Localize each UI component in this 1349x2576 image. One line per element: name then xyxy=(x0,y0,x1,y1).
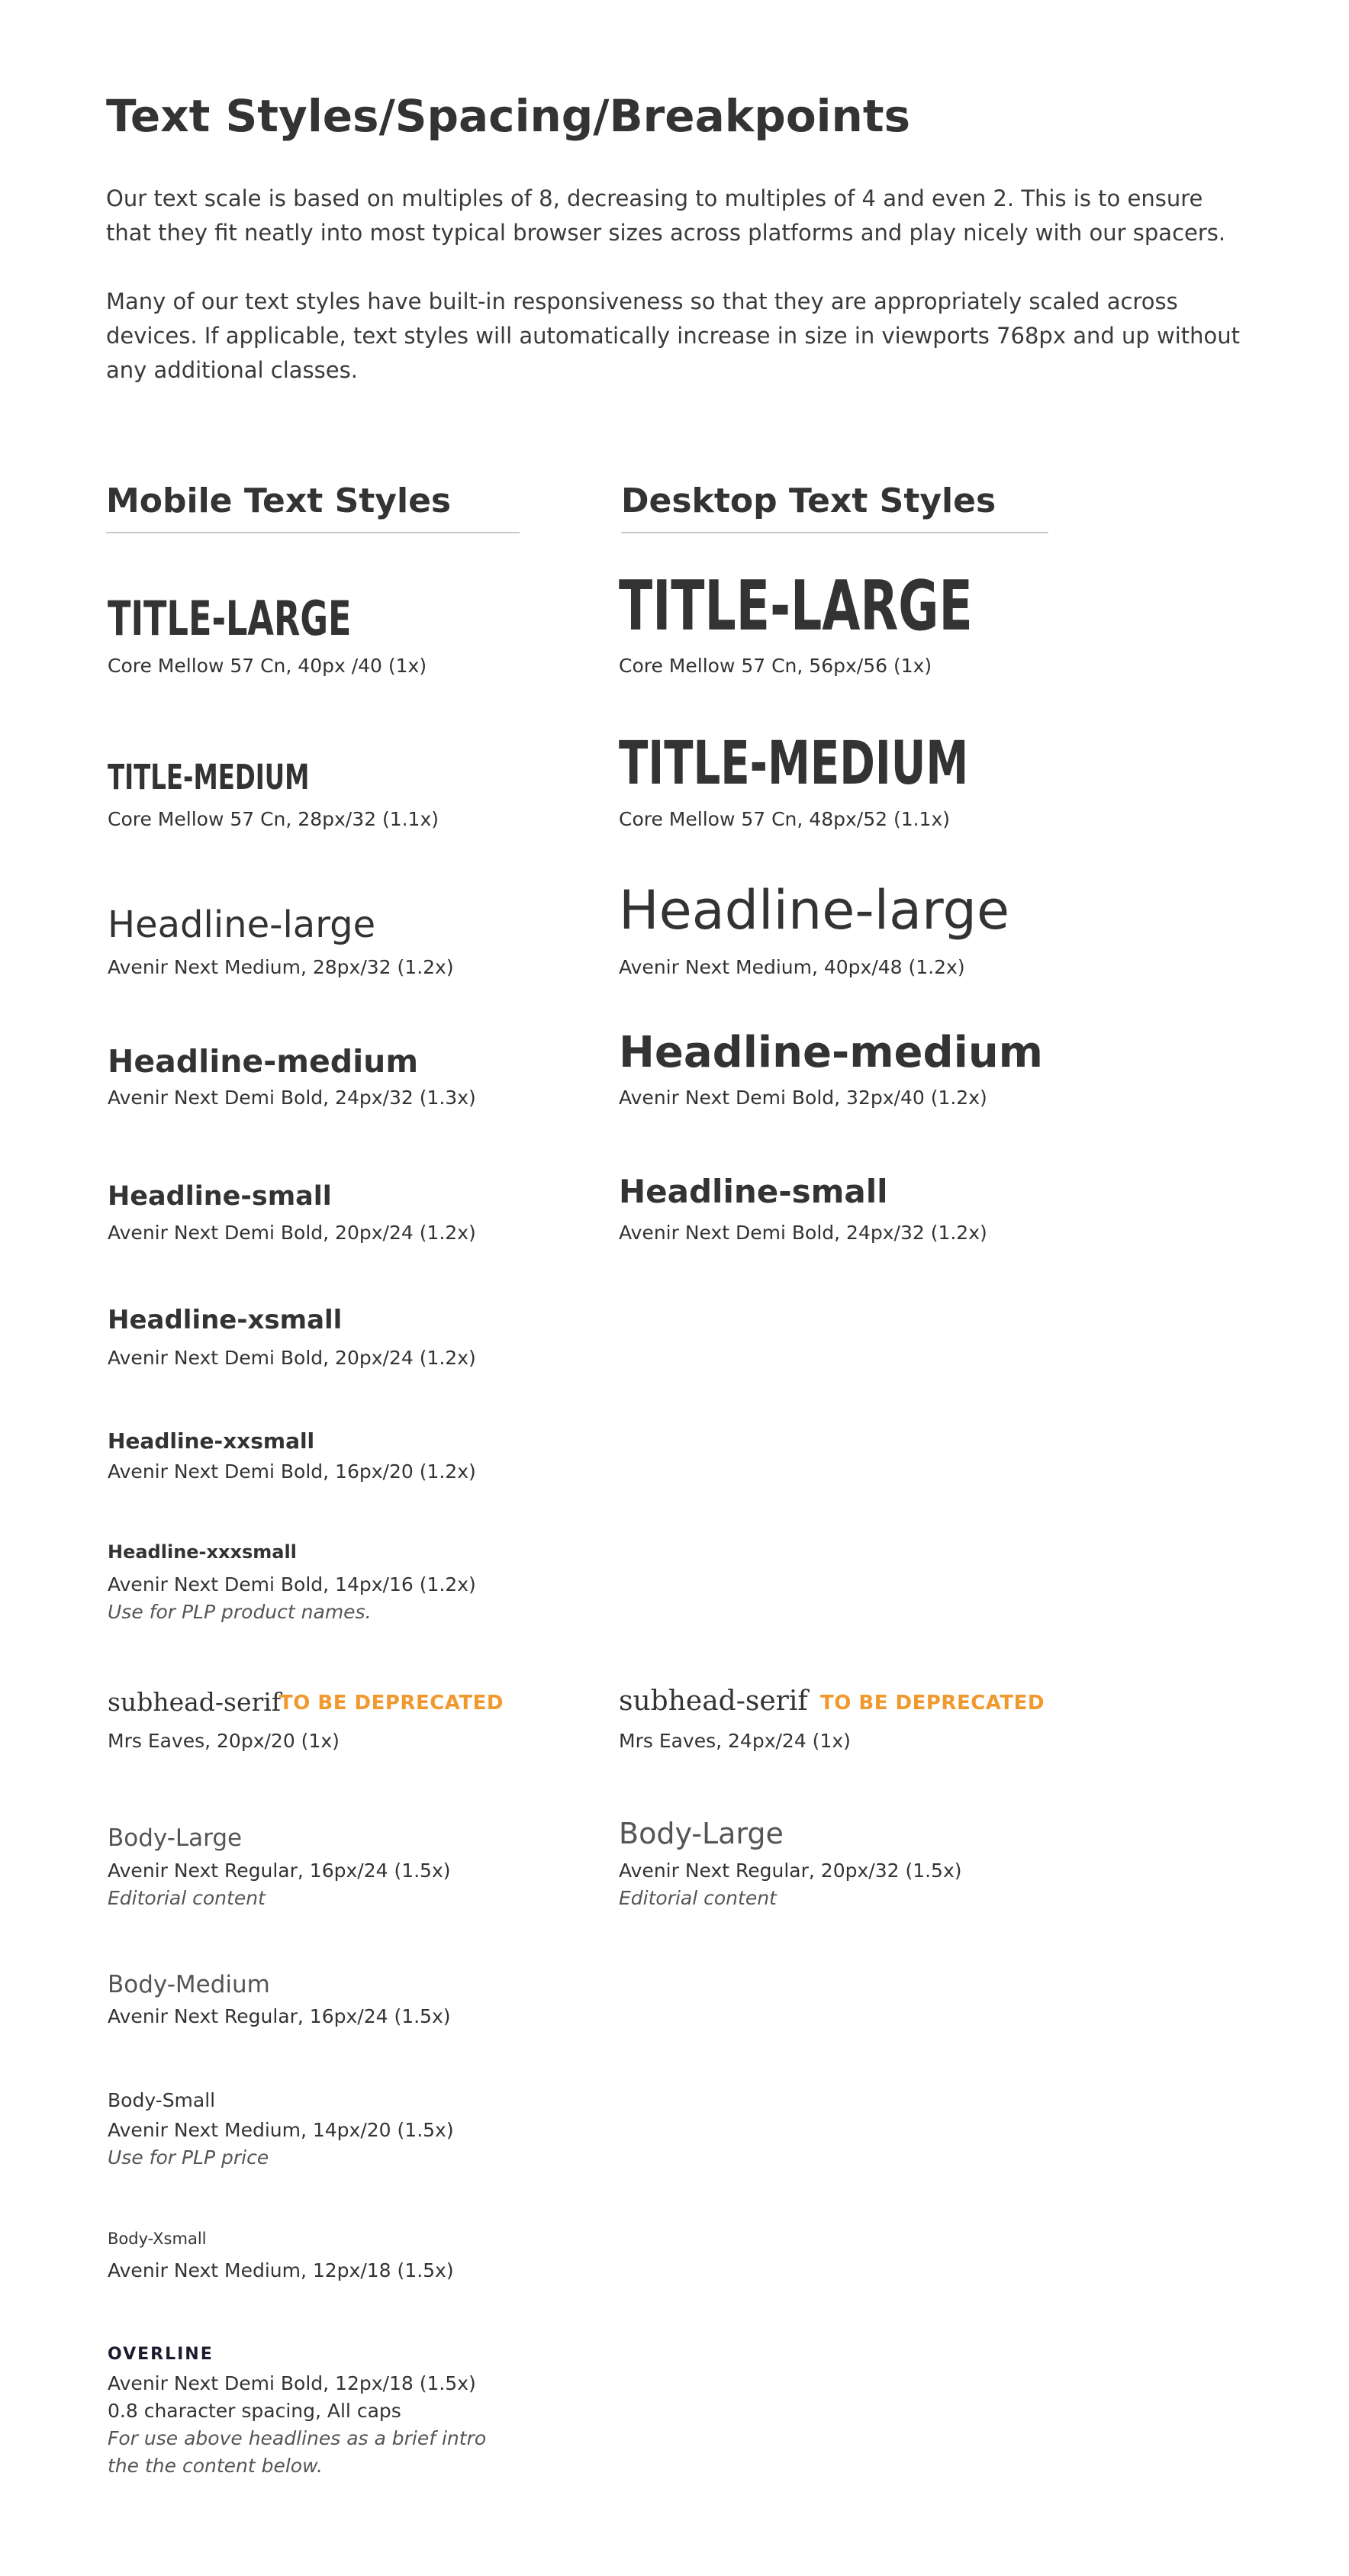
mobile-body-small-sample: Body-Small xyxy=(108,2089,216,2111)
desktop-subhead-serif-sample: subhead-serif xyxy=(619,1686,808,1717)
mobile-title-large-spec: Core Mellow 57 Cn, 40px /40 (1x) xyxy=(108,655,427,677)
mobile-deprecated-badge: TO BE DEPRECATED xyxy=(279,1692,504,1715)
mobile-headline-large-sample: Headline-large xyxy=(108,903,376,946)
mobile-body-large-spec: Avenir Next Regular, 16px/24 (1.5x) xyxy=(108,1860,451,1882)
mobile-headline-small-spec: Avenir Next Demi Bold, 20px/24 (1.2x) xyxy=(108,1222,476,1244)
mobile-title-medium-spec: Core Mellow 57 Cn, 28px/32 (1.1x) xyxy=(108,808,439,830)
mobile-column-heading: Mobile Text Styles xyxy=(106,481,452,520)
desktop-deprecated-badge: TO BE DEPRECATED xyxy=(820,1692,1045,1715)
mobile-title-large-sample: TITLE-LARGE xyxy=(108,591,352,646)
desktop-body-large-sample: Body-Large xyxy=(619,1817,784,1850)
mobile-headline-xsmall-sample: Headline-xsmall xyxy=(108,1305,343,1335)
desktop-title-large-spec: Core Mellow 57 Cn, 56px/56 (1x) xyxy=(619,655,932,677)
mobile-subhead-serif-sample: subhead-serif xyxy=(108,1687,282,1717)
mobile-body-xsmall-sample: Body-Xsmall xyxy=(108,2230,207,2248)
desktop-headline-small-spec: Avenir Next Demi Bold, 24px/32 (1.2x) xyxy=(619,1222,987,1244)
mobile-overline-spec-line-1: Avenir Next Demi Bold, 12px/18 (1.5x) xyxy=(108,2372,476,2394)
mobile-body-xsmall-spec: Avenir Next Medium, 12px/18 (1.5x) xyxy=(108,2259,454,2281)
desktop-body-large-spec: Avenir Next Regular, 20px/32 (1.5x) xyxy=(619,1860,962,1882)
desktop-title-medium-sample: TITLE-MEDIUM xyxy=(619,729,969,798)
desktop-headline-medium-sample: Headline-medium xyxy=(619,1028,1044,1077)
mobile-headline-xxxsmall-sample: Headline-xxxsmall xyxy=(108,1541,297,1563)
mobile-overline-note-line-1: For use above headlines as a brief intro xyxy=(108,2427,487,2449)
mobile-body-small-note: Use for PLP price xyxy=(108,2146,269,2169)
mobile-headline-large-spec: Avenir Next Medium, 28px/32 (1.2x) xyxy=(108,956,454,978)
mobile-headline-xxxsmall-spec: Avenir Next Demi Bold, 14px/16 (1.2x) xyxy=(108,1573,476,1596)
mobile-body-large-sample: Body-Large xyxy=(108,1824,243,1852)
desktop-headline-medium-spec: Avenir Next Demi Bold, 32px/40 (1.2x) xyxy=(619,1087,987,1109)
mobile-title-medium-sample: TITLE-MEDIUM xyxy=(108,757,310,797)
mobile-headline-small-sample: Headline-small xyxy=(108,1181,332,1212)
mobile-body-large-note: Editorial content xyxy=(108,1887,266,1909)
desktop-title-large-sample: TITLE-LARGE xyxy=(619,566,973,646)
mobile-headline-medium-sample: Headline-medium xyxy=(108,1043,419,1080)
desktop-column-heading: Desktop Text Styles xyxy=(621,481,996,520)
intro-paragraph-2: Many of our text styles have built-in responsiveness so that they are appropriately scaled across devices. If applicable, text styles will automatically increase in size in viewports 768px and up without any additional classes. xyxy=(106,288,1240,383)
mobile-overline-sample: OVERLINE xyxy=(108,2345,214,2364)
mobile-body-medium-sample: Body-Medium xyxy=(108,1971,270,1998)
mobile-subhead-serif-spec: Mrs Eaves, 20px/20 (1x) xyxy=(108,1730,340,1752)
desktop-headline-large-sample: Headline-large xyxy=(619,879,1010,942)
mobile-overline-note-line-2: the the content below. xyxy=(108,2455,323,2477)
page-title: Text Styles/Spacing/Breakpoints xyxy=(106,90,911,142)
mobile-headline-xsmall-spec: Avenir Next Demi Bold, 20px/24 (1.2x) xyxy=(108,1347,476,1369)
desktop-subhead-serif-spec: Mrs Eaves, 24px/24 (1x) xyxy=(619,1730,851,1752)
desktop-headline-small-sample: Headline-small xyxy=(619,1173,888,1210)
mobile-headline-xxxsmall-note: Use for PLP product names. xyxy=(108,1601,372,1623)
intro-paragraph-1: Our text scale is based on multiples of 8, decreasing to multiples of 4 and even 2. This is to ensure that they fit neatly into most typical browser sizes across platforms and play nicely with our spacers. xyxy=(106,185,1226,246)
mobile-headline-xxsmall-sample: Headline-xxsmall xyxy=(108,1428,315,1454)
desktop-headline-large-spec: Avenir Next Medium, 40px/48 (1.2x) xyxy=(619,956,965,978)
desktop-body-large-note: Editorial content xyxy=(619,1887,777,1909)
mobile-overline-spec-line-2: 0.8 character spacing, All caps xyxy=(108,2400,401,2422)
desktop-heading-divider xyxy=(621,532,1048,533)
mobile-headline-medium-spec: Avenir Next Demi Bold, 24px/32 (1.3x) xyxy=(108,1087,476,1109)
desktop-title-medium-spec: Core Mellow 57 Cn, 48px/52 (1.1x) xyxy=(619,808,951,830)
mobile-body-medium-spec: Avenir Next Regular, 16px/24 (1.5x) xyxy=(108,2005,451,2027)
mobile-body-small-spec: Avenir Next Medium, 14px/20 (1.5x) xyxy=(108,2119,454,2141)
mobile-headline-xxsmall-spec: Avenir Next Demi Bold, 16px/20 (1.2x) xyxy=(108,1460,476,1483)
mobile-heading-divider xyxy=(106,532,520,533)
